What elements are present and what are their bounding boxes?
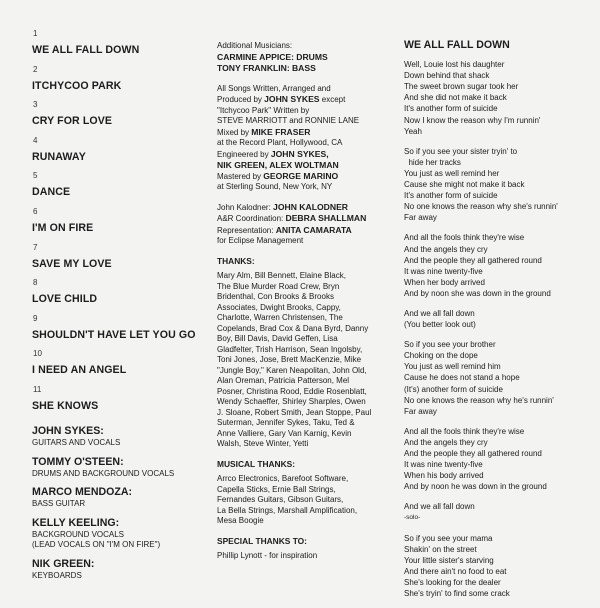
member-name: NIK GREEN: xyxy=(32,557,95,570)
lyrics-line: It's another form of suicide xyxy=(404,191,498,201)
member-name: MARCO MENDOZA: xyxy=(32,486,133,498)
member-credit xyxy=(32,456,207,480)
track-number: 4 xyxy=(33,135,38,145)
lyrics-line: Far away xyxy=(404,406,437,416)
lyrics-line: Cause she might not make it back xyxy=(404,180,525,190)
lyrics-line: (It's) another form of suicide xyxy=(404,384,503,394)
lyrics-line: When her body arrived xyxy=(404,277,485,287)
lyrics-line: Now I know the reason why I'm runnin' xyxy=(404,115,541,125)
musical-thanks-line: La Bella Strings, Marshall Amplification, xyxy=(217,505,358,515)
special-thanks-heading: SPECIAL THANKS TO: xyxy=(217,535,307,546)
lyrics-line: And she did not make it back xyxy=(404,93,507,103)
lyrics-stanza xyxy=(404,146,594,224)
lyrics-line: And we all fall down xyxy=(404,308,475,318)
lyrics xyxy=(404,40,594,608)
track-item xyxy=(32,342,202,378)
thanks-line: Posner, Christina Rood, Eddie Rosenblatt, xyxy=(217,386,367,396)
lyrics-line: Choking on the dope xyxy=(404,351,478,361)
lyrics-line: And all the fools think they're wise xyxy=(404,426,525,436)
additional-musician-1: CARMINE APPICE: DRUMS xyxy=(217,51,328,62)
lyrics-line: hide her tracks xyxy=(404,157,461,167)
lyrics-title: WE ALL FALL DOWN xyxy=(404,39,510,51)
lyrics-line: It was nine twenty-five xyxy=(404,460,483,470)
member-role: (LEAD VOCALS ON "I'M ON FIRE") xyxy=(32,540,161,549)
lyrics-line: You just as well remind her xyxy=(404,168,500,178)
lyrics-line: It's another form of suicide xyxy=(404,104,498,114)
lyrics-stanza xyxy=(404,59,594,137)
lyrics-line: -solo- xyxy=(404,514,421,522)
track-item xyxy=(32,93,202,129)
track-title: WE ALL FALL DOWN xyxy=(32,44,140,56)
thanks-line: Mary Alm, Bill Bennett, Elaine Black, xyxy=(217,271,346,280)
thanks-line: Bridenthal, Con Brooks & Brooks xyxy=(217,292,334,301)
thanks-line: Wendy Schaeffer, Shirley Sharples, Owen xyxy=(217,397,366,406)
thanks-line: J. Sloane, Robert Smith, Jean Stoppe, Paul xyxy=(217,407,372,417)
lyrics-line: And the people they all gathered round xyxy=(404,449,542,458)
thanks-line: Suterman, Jennifer Sykes, Taku, Ted & xyxy=(217,418,355,427)
track-title: I'M ON FIRE xyxy=(32,221,94,234)
track-number: 2 xyxy=(33,64,38,74)
lyrics-line: And the angels they cry xyxy=(404,437,488,447)
member-role: KEYBOARDS xyxy=(32,570,82,580)
special-thanks-text: Phillip Lynott - for inspiration xyxy=(217,551,318,560)
production-credits xyxy=(217,41,395,562)
track-number: 9 xyxy=(33,313,38,323)
track-title: DANCE xyxy=(32,186,71,199)
track-number: 6 xyxy=(33,206,38,216)
lyrics-line: And all the fools think they're wise xyxy=(404,233,525,243)
lyrics-line: So if you see your brother xyxy=(404,340,496,350)
thanks-heading: THANKS: xyxy=(217,255,255,266)
special-thanks-section xyxy=(217,536,395,562)
lyrics-line: And the people they all gathered round xyxy=(404,255,542,265)
additional-musicians-heading: Additional Musicians: xyxy=(217,41,293,50)
additional-musician-2: TONY FRANKLIN: BASS xyxy=(217,63,316,73)
member-role: DRUMS AND BACKGROUND VOCALS xyxy=(32,468,175,478)
lyrics-stanza xyxy=(404,339,594,417)
lyrics-line: When his body arrived xyxy=(404,471,484,481)
lyrics-line: So if you see your sister tryin' to xyxy=(404,146,518,156)
musical-thanks-line: Mesa Boogie xyxy=(217,516,264,525)
track-title: ITCHYCOO PARK xyxy=(32,79,122,92)
member-name: KELLY KEELING: xyxy=(32,516,120,529)
track-item xyxy=(32,164,202,200)
lyrics-line: No one knows the reason why she's runnin' xyxy=(404,202,558,212)
track-number: 5 xyxy=(33,171,38,181)
track-item xyxy=(32,129,202,165)
track-item xyxy=(32,58,202,94)
track-item xyxy=(32,271,202,307)
lyrics-stanza xyxy=(404,232,594,299)
lyrics-stanza xyxy=(404,533,594,600)
lyrics-stanza xyxy=(404,426,594,493)
track-number: 7 xyxy=(33,242,38,252)
track-number: 10 xyxy=(33,349,42,359)
member-name: JOHN SYKES: xyxy=(32,425,104,437)
track-item xyxy=(32,200,202,236)
track-title: SHE KNOWS xyxy=(32,399,99,412)
lyrics-line: So if you see your mama xyxy=(404,533,493,543)
track-title: SHOULDN'T HAVE LET YOU GO xyxy=(32,328,196,341)
thanks-line: Boy, Bill Davis, David Geffen, Lisa xyxy=(217,334,338,343)
thanks-line: Associates, Dwight Brooks, Cappy, xyxy=(217,302,341,312)
thanks-line: Gladfelter, Trish Harrison, Sean Ingolsby, xyxy=(217,344,363,354)
track-number: 1 xyxy=(33,29,38,38)
track-item xyxy=(32,307,202,343)
thanks-section xyxy=(217,256,395,450)
member-role: BASS GUITAR xyxy=(32,499,86,508)
lyrics-line: (You better look out) xyxy=(404,320,476,330)
lyrics-line: The sweet brown sugar took her xyxy=(404,82,519,92)
track-number: 8 xyxy=(33,278,38,288)
track-item xyxy=(32,236,202,272)
lyrics-line: Down behind that shack xyxy=(404,71,490,81)
musical-thanks-line: Fernandes Guitars, Gibson Guitars, xyxy=(217,495,344,504)
lyrics-line: And we all fall down xyxy=(404,502,475,512)
thanks-line: Anne Valliere, Gary Van Karnig, Kevin xyxy=(217,428,352,438)
lyrics-line: Far away xyxy=(404,213,437,223)
lyrics-line: Well, Louie lost his daughter xyxy=(404,60,505,70)
lyrics-line: Your little sister's starving xyxy=(404,555,494,565)
track-title: RUNAWAY xyxy=(32,150,86,163)
thanks-line: Alan Oreman, Patricia Patterson, Mel xyxy=(217,376,350,385)
track-item xyxy=(32,378,202,414)
musical-thanks-line: Arrco Electronics, Barefoot Software, xyxy=(217,474,349,483)
lyrics-line: No one knows the reason why he's runnin' xyxy=(404,395,554,405)
mixing-credit: Mixed by MIKE FRASER at the Record Plant, Hollywood, CA xyxy=(217,126,343,147)
band-credits xyxy=(32,418,207,581)
lyrics-line: And there ain't no food to eat xyxy=(404,566,507,576)
lyrics-line: Cause he does not stand a hope xyxy=(404,373,520,383)
lyrics-line: She's looking for the dealer xyxy=(404,577,501,587)
track-title: I NEED AN ANGEL xyxy=(32,364,127,377)
musical-thanks-line: Capella Sticks, Ernie Ball Strings, xyxy=(217,484,336,494)
lyrics-line: And by noon he was down in the ground xyxy=(404,482,547,492)
thanks-line: Walsh, Steve Winter, Yetti xyxy=(217,439,309,448)
tracklist xyxy=(32,22,202,414)
track-title: CRY FOR LOVE xyxy=(32,115,113,128)
member-credit xyxy=(32,558,207,582)
member-credit xyxy=(32,517,207,551)
lyrics-stanza xyxy=(404,501,594,523)
engineering-credit: Engineered by JOHN SYKES, NIK GREEN, ALEX WOLTMAN xyxy=(217,148,339,170)
member-credit xyxy=(32,486,207,510)
musical-thanks-section xyxy=(217,459,395,527)
track-title: SAVE MY LOVE xyxy=(32,257,112,270)
mastering-credit: Mastered by GEORGE MARINO at Sterling Sound, New York, NY xyxy=(217,170,339,191)
lyrics-line: You just as well remind him xyxy=(404,362,501,372)
lyrics-line: Shakin' on the street xyxy=(404,544,477,554)
track-title: LOVE CHILD xyxy=(32,293,98,306)
member-role: GUITARS AND VOCALS xyxy=(32,438,121,447)
track-number: 11 xyxy=(33,384,42,394)
lyrics-stanza xyxy=(404,308,594,330)
lyrics-line: And by noon she was down in the ground xyxy=(404,288,551,298)
management-credits: John Kalodner: JOHN KALODNER A&R Coordination: DEBRA SHALLMAN Representation: ANITA CAMARATA for Eclipse Management xyxy=(217,201,367,245)
thanks-line: Charlotte, Warren Christensen, The xyxy=(217,313,343,322)
thanks-line: "Jungle Boy," Karen Neapolitan, John Old, xyxy=(217,365,367,375)
track-number: 3 xyxy=(33,100,38,110)
lyrics-line: She's tryin' to find some crack xyxy=(404,589,510,599)
thanks-line: The Blue Murder Road Crew, Bryn xyxy=(217,281,340,291)
lyrics-line: It was nine twenty-five xyxy=(404,266,483,276)
member-name: TOMMY O'STEEN: xyxy=(32,455,124,468)
member-role: BACKGROUND VOCALS xyxy=(32,529,125,539)
thanks-line: Toni Jones, Jose, Brett MacKenzie, Mike xyxy=(217,355,362,364)
songwriting-credit: All Songs Written, Arranged and Produced by JOHN SYKES except "Itchycoo Park" Written by STEVE MARRIOTT and RONNIE LANE xyxy=(217,83,360,125)
lyrics-line: Yeah xyxy=(404,126,422,136)
track-item xyxy=(32,22,202,58)
thanks-line: Copelands, Brad Cox & Dana Byrd, Danny xyxy=(217,323,369,333)
lyrics-line: And the angels they cry xyxy=(404,244,488,254)
member-credit xyxy=(32,425,207,449)
musical-thanks-heading: MUSICAL THANKS: xyxy=(217,458,296,469)
